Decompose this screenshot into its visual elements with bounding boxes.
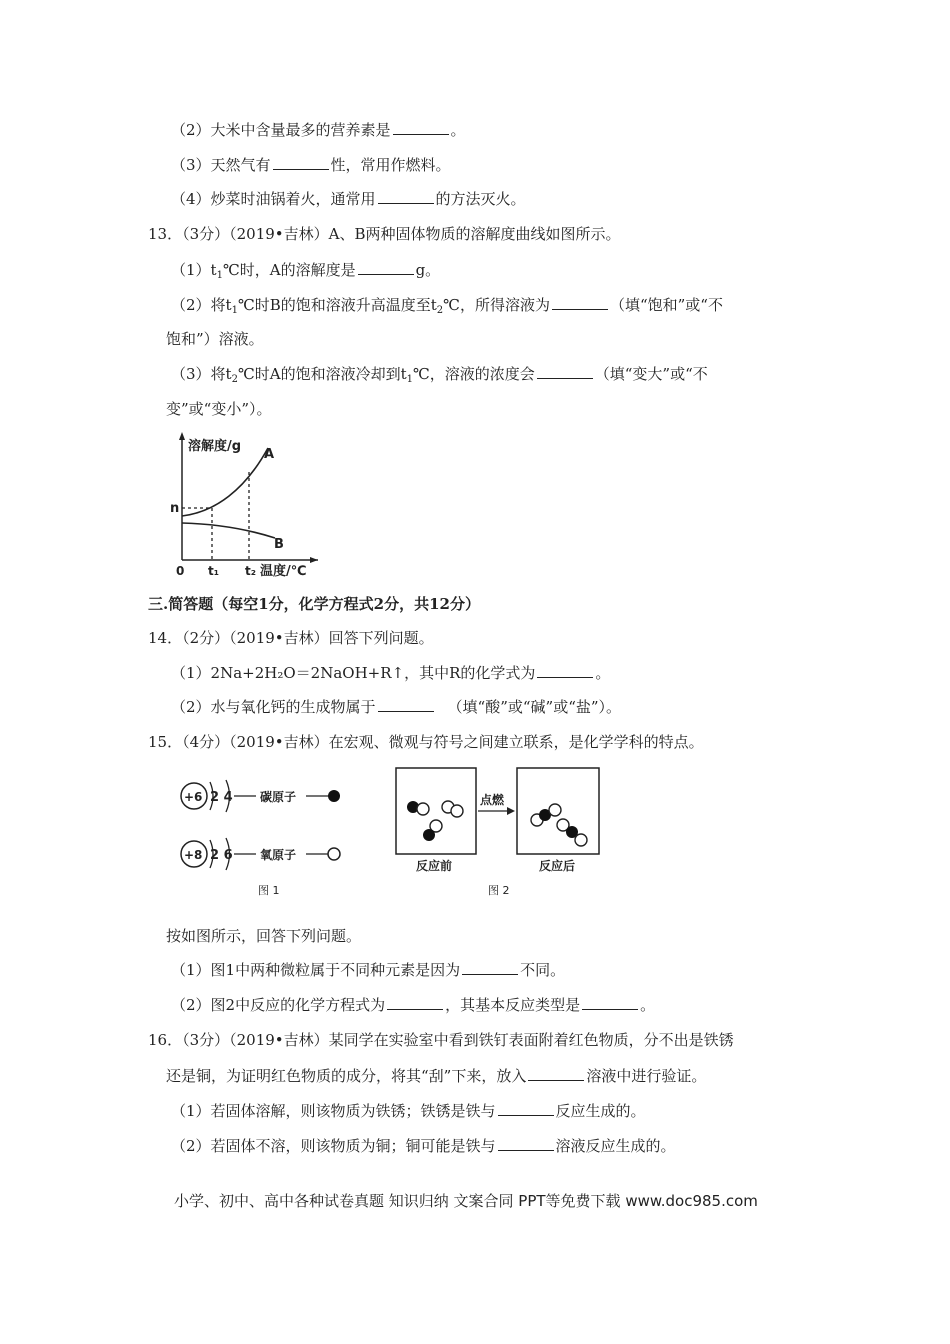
carbon-nucleus-charge: +6 [184, 790, 203, 804]
y-axis-arrow [179, 432, 185, 440]
q13-part3-cont: 变”或“变小”）。 [166, 400, 272, 418]
answer-blank[interactable] [552, 295, 608, 310]
q14-part2: （2）水与氧化钙的生成物属于 （填“酸”或“碱”或“盐”）。 [171, 698, 622, 716]
q13-part2: （2）将$t_1℃$时B的饱和溶液升高温度至$t_2℃$，所得溶液为 （填“饱和”或“不 [171, 296, 723, 316]
q15-stem: 15．（4分）（2019•吉林）在宏观、微观与符号之间建立联系，是化学学科的特点。 [148, 733, 704, 751]
q14-part1: （1）2Na+2H₂O＝2NaOH+R↑，其中R的化学式为 。 [171, 664, 611, 682]
t2-label: t₂ [245, 564, 256, 578]
answer-blank[interactable] [498, 1136, 554, 1151]
before-carbon-2 [423, 829, 435, 841]
before-oxygen-3 [451, 805, 463, 817]
after-label: 反应后 [539, 859, 576, 873]
origin-label: 0 [176, 564, 185, 578]
x-axis-label: 温度/℃ [260, 564, 307, 579]
after-oxygen-2 [549, 804, 561, 816]
t1-label: t₁ [208, 564, 219, 578]
q16-part1: （1）若固体溶解，则该物质为铁锈；铁锈是铁与 反应生成的。 [171, 1102, 646, 1120]
answer-blank[interactable] [498, 1101, 554, 1116]
ignite-label: 点燃 [480, 793, 505, 807]
figure-2-reaction [393, 766, 608, 898]
q15-part2: （2）图2中反应的化学方程式为 ，其基本反应类型是 。 [171, 996, 656, 1014]
answer-blank[interactable] [378, 697, 434, 712]
q12-part4: （4）炒菜时油锅着火，通常用 的方法灭火。 [171, 190, 526, 208]
q14-stem: 14．（2分）（2019•吉林）回答下列问题。 [148, 629, 434, 647]
y-axis-label: 溶解度/g [188, 439, 242, 454]
q13-stem: 13．（3分）（2019•吉林）A、B两种固体物质的溶解度曲线如图所示。 [148, 225, 621, 243]
solubility-graph [160, 430, 320, 580]
n-label: n [170, 501, 180, 516]
curve-b-label: B [274, 537, 284, 552]
figure-1-caption: 图 1 [258, 884, 280, 897]
before-box [396, 768, 476, 854]
q15-part1: （1）图1中两种微粒属于不同种元素是因为 不同。 [171, 961, 566, 979]
curve-b [182, 523, 275, 538]
after-oxygen-4 [575, 834, 587, 846]
oxygen-electrons: 2 6 [210, 848, 233, 863]
carbon-electrons: 2 4 [210, 790, 233, 805]
q12-part2: （2）大米中含量最多的营养素是 。 [171, 121, 466, 139]
answer-blank[interactable] [273, 155, 329, 170]
x-axis-arrow [310, 557, 318, 563]
oxygen-atom-symbol [328, 848, 340, 860]
oxygen-nucleus-charge: +8 [184, 848, 203, 862]
answer-blank[interactable] [387, 995, 443, 1010]
answer-blank[interactable] [537, 364, 593, 379]
curve-a-label: A [264, 447, 275, 462]
figure-2-caption: 图 2 [488, 884, 510, 897]
answer-blank[interactable] [462, 960, 518, 975]
before-label: 反应前 [416, 859, 453, 873]
before-oxygen-1 [417, 803, 429, 815]
figure-1-atoms [170, 772, 370, 902]
q13-part1: $(1)t_1℃$时，A的溶解度是 g。 [171, 261, 441, 281]
answer-blank[interactable] [528, 1066, 584, 1081]
page-footer: 小学、初中、高中各种试卷真题 知识归纳 文案合同 PPT等免费下载 www.doc985.com [174, 1192, 758, 1210]
q16-stem-cont: 还是铜，为证明红色物质的成分，将其“刮”下来，放入 溶液中进行验证。 [166, 1067, 707, 1085]
carbon-atom-symbol [328, 790, 340, 802]
answer-blank[interactable] [582, 995, 638, 1010]
carbon-label: 碳原子 [260, 790, 297, 804]
q16-stem: 16．（3分）（2019•吉林）某同学在实验室中看到铁钉表面附着红色物质，分不出是铁锈 [148, 1031, 734, 1049]
q16-part2: （2）若固体不溶，则该物质为铜；铜可能是铁与 溶液反应生成的。 [171, 1137, 676, 1155]
answer-blank[interactable] [378, 189, 434, 204]
oxygen-label: 氧原子 [260, 848, 297, 862]
answer-blank[interactable] [393, 120, 449, 135]
q15-intro: 按如图所示，回答下列问题。 [166, 927, 362, 945]
q13-part2-cont: 饱和”）溶液。 [166, 330, 264, 348]
curve-a [182, 448, 268, 516]
answer-blank[interactable] [358, 260, 414, 275]
answer-blank[interactable] [537, 663, 593, 678]
q12-part3: （3）天然气有 性，常用作燃料。 [171, 156, 451, 174]
section-3-heading: 三.简答题（每空1分，化学方程式2分，共12分） [148, 595, 480, 613]
reaction-arrowhead [507, 807, 515, 815]
q13-part3: （3）将$t_2℃$时A的饱和溶液冷却到$t_1℃$，溶液的浓度会 （填“变大”或“不 [171, 365, 708, 385]
